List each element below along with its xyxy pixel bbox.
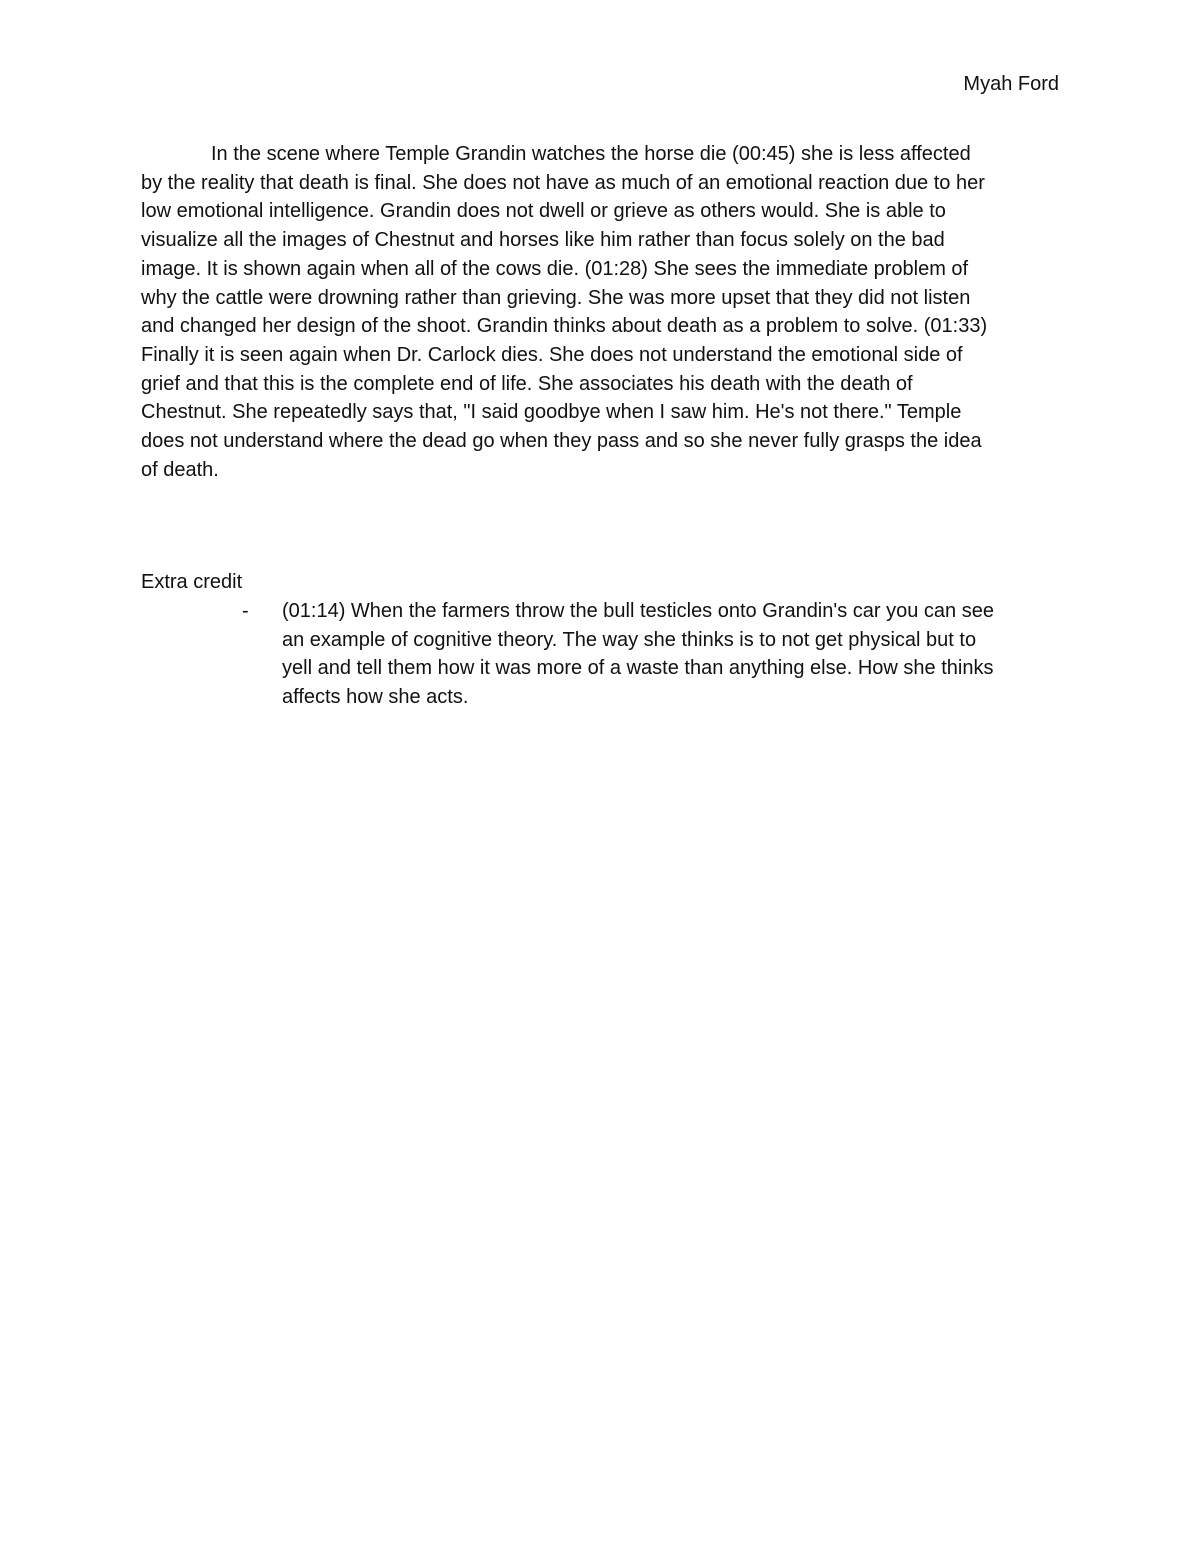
essay-line: Chestnut. She repeatedly says that, "I said goodbye when I saw him. He's not there." Temple [141, 401, 962, 424]
essay-line: image. It is shown again when all of the cows die. (01:28) She sees the immediate problem of [141, 257, 969, 280]
list-item-line: yell and tell them how it was more of a waste than anything else. How she thinks [282, 657, 994, 680]
extra-credit-heading: Extra credit [141, 571, 243, 593]
dash-bullet: - [242, 600, 249, 622]
list-item-line: affects how she acts. [282, 686, 469, 709]
essay-paragraph [141, 140, 1057, 484]
extra-credit-list [141, 597, 1057, 712]
essay-line: does not understand where the dead go when they pass and so she never fully grasps the idea [141, 430, 982, 453]
essay-line: and changed her design of the shoot. Grandin thinks about death as a problem to solve. (01:33) [141, 315, 988, 338]
essay-line: of death. [141, 458, 219, 481]
list-item-line: an example of cognitive theory. The way she thinks is to not get physical but to [282, 628, 977, 651]
essay-line: why the cattle were drowning rather than grieving. She was more upset that they did not listen [141, 286, 971, 309]
essay-line: visualize all the images of Chestnut and horses like him rather than focus solely on the bad [141, 229, 945, 252]
essay-line: In the scene where Temple Grandin watches the horse die (00:45) she is less affected [211, 143, 971, 165]
essay-line: Finally it is seen again when Dr. Carlock dies. She does not understand the emotional side of [141, 343, 963, 366]
list-item-line: (01:14) When the farmers throw the bull testicles onto Grandin's car you can see [282, 600, 994, 622]
essay-line: grief and that this is the complete end of life. She associates his death with the death of [141, 372, 913, 395]
author-name: Myah Ford [963, 73, 1059, 95]
essay-line: low emotional intelligence. Grandin does not dwell or grieve as others would. She is able to [141, 200, 946, 223]
essay-line: by the reality that death is final. She does not have as much of an emotional reaction due to her [141, 171, 985, 194]
list-item [141, 597, 1057, 712]
